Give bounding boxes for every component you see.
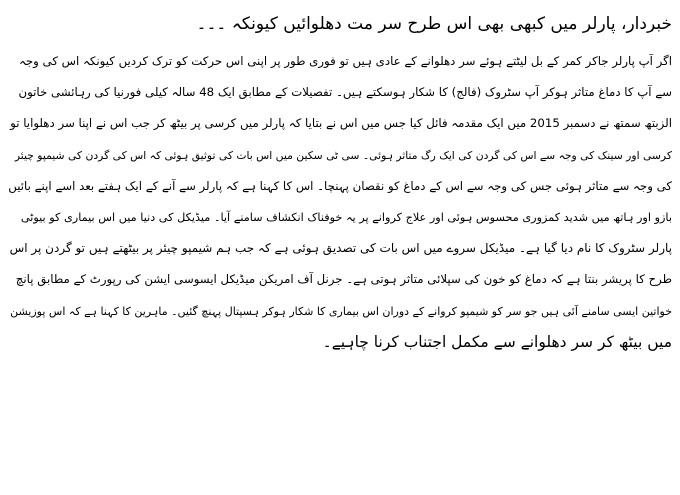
article-line-9: خواتین ایسی سامنے آئی ہیں جو سر کو شیمپو کروانے کے دوران اس بیماری کا شکار ہوکر ہسپتال پہنچ گئیں۔ ماہرین کا کہنا ہے کہ اس پوزیشن <box>10 304 672 318</box>
article-line-5: کی وجہ سے متاثر ہوئی جس کی وجہ سے اس کے دماغ کو نقصان پہنچا۔ اس کا کہنا ہے کہ پارلر سے آنے کے ایک ہفتے بعد اسے اپنے بائیں <box>8 178 672 193</box>
article-line-4: کرسی اور سینک کی وجہ سے اس کی گردن کی ایک رگ متاثر ہوئی۔ سی ٹی سکین میں اس بات کی توثیق ہوئی کہ اس کی گردن کی شیمپو چیئر <box>14 148 672 162</box>
article-line-3: الزبتھ سمتھ نے دسمبر 2015 میں ایک مقدمہ فائل کیا جس میں اس نے بتایا کہ پارلر میں کرسی پر بیٹھ کر جب اس نے اپنا سر دھلوایا تو <box>10 116 672 131</box>
article-line-8: طرح کا پریشر بنتا ہے کہ دماغ کو خون کی سپلائی متاثر ہوتی ہے۔ جرنل آف امریکن میڈیکل ایسوسی ایشن کی رپورٹ کے مطابق پانچ <box>15 272 672 287</box>
article-line-1: اگر آپ پارلر جاکر کمر کے بل لیٹتے ہوئے سر دھلوانے کے عادی ہیں تو فوری طور پر اپنی اس حرکت کو ترک کردیں کیونکہ اس کی وجہ <box>19 54 672 68</box>
article-headline: خبردار، پارلر میں کبھی بھی اس طرح سر مت دھلوائیں کیونکہ ۔۔۔ <box>196 14 672 34</box>
article-line-7: پارلر سٹروک کا نام دیا گیا ہے۔ میڈیکل سروے میں اس بات کی تصدیق ہوئی ہے کہ جب ہم شیمپو چیئر پر بیٹھتے ہیں تو گردن پر اس <box>9 241 672 256</box>
article-line-10: میں بیٹھ کر سر دھلوانے سے مکمل اجتناب کرنا چاہیے۔ <box>322 332 672 351</box>
article-line-2: سے آپ کا دماغ متاثر ہوکر آپ سٹروک (فالج) کا شکار ہوسکتے ہیں۔ تفصیلات کے مطابق ایک 48 سالہ کیلی فورنیا کی رہائشی خاتون <box>18 85 672 100</box>
article-line-6: بازو اور ہاتھ میں شدید کمزوری محسوس ہوئی اور علاج کروانے پر یہ خوفناک انکشاف سامنے آیا۔ میڈیکل کی دنیا میں اس بیماری کو بیوٹی <box>20 211 672 225</box>
article <box>8 10 672 358</box>
